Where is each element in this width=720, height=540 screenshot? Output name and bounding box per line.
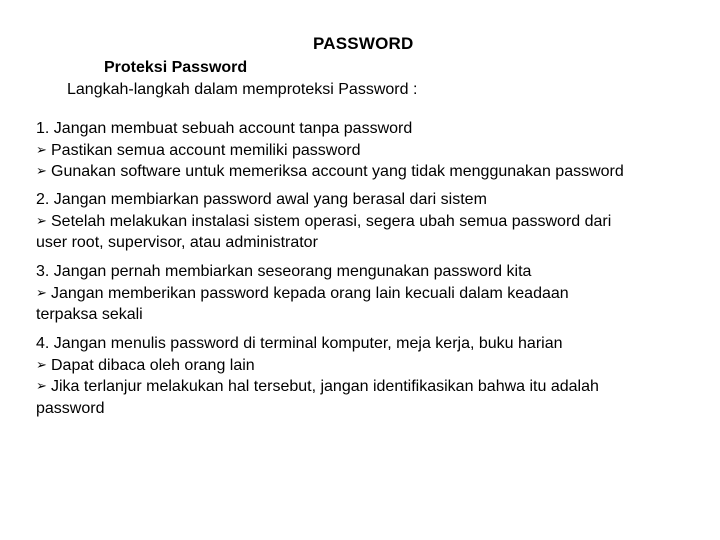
- arrow-bullet-icon: ➢: [36, 213, 47, 229]
- arrow-bullet-icon: ➢: [36, 142, 47, 158]
- bullet-text: Jika terlanjur melakukan hal tersebut, jangan identifikasikan bahwa itu adalah: [51, 378, 599, 395]
- section-heading: 3. Jangan pernah membiarkan seseorang mengunakan password kita: [36, 263, 532, 280]
- bullet-text: Gunakan software untuk memeriksa account yang tidak menggunakan password: [51, 163, 624, 180]
- bullet-item: [36, 355, 706, 377]
- slide-title: PASSWORD: [313, 34, 414, 53]
- bullet-text: Dapat dibaca oleh orang lain: [51, 356, 255, 374]
- bullet-item: [36, 140, 706, 162]
- arrow-bullet-icon: ➢: [36, 285, 47, 301]
- bullet-continuation: password: [36, 399, 105, 417]
- section-heading: 4. Jangan menulis password di terminal komputer, meja kerja, buku harian: [36, 335, 563, 352]
- bullet-continuation: terpaksa sekali: [36, 306, 143, 323]
- bullet-text: Pastikan semua account memiliki password: [51, 141, 361, 159]
- arrow-bullet-icon: ➢: [36, 379, 47, 394]
- intro-text: Langkah-langkah dalam memproteksi Password :: [67, 81, 418, 98]
- bullet-item: [36, 283, 706, 305]
- arrow-bullet-icon: ➢: [36, 357, 47, 373]
- section-2: [36, 189, 706, 254]
- section-3: [36, 261, 706, 326]
- bullet-item: [36, 161, 706, 183]
- bullet-text: Jangan memberikan password kepada orang lain kecuali dalam keadaan: [51, 284, 569, 302]
- section-heading: 2. Jangan membiarkan password awal yang berasal dari sistem: [36, 191, 487, 208]
- section-4: [36, 333, 706, 419]
- bullet-text: Setelah melakukan instalasi sistem operasi, segera ubah semua password dari: [51, 212, 612, 230]
- bullet-item: [36, 211, 706, 233]
- arrow-bullet-icon: ➢: [36, 164, 47, 179]
- slide-subtitle: Proteksi Password: [104, 59, 248, 76]
- bullet-item: [36, 376, 706, 398]
- bullet-continuation: user root, supervisor, atau administrator: [36, 234, 318, 251]
- section-1: [36, 118, 706, 183]
- section-heading: 1. Jangan membuat sebuah account tanpa password: [36, 120, 413, 137]
